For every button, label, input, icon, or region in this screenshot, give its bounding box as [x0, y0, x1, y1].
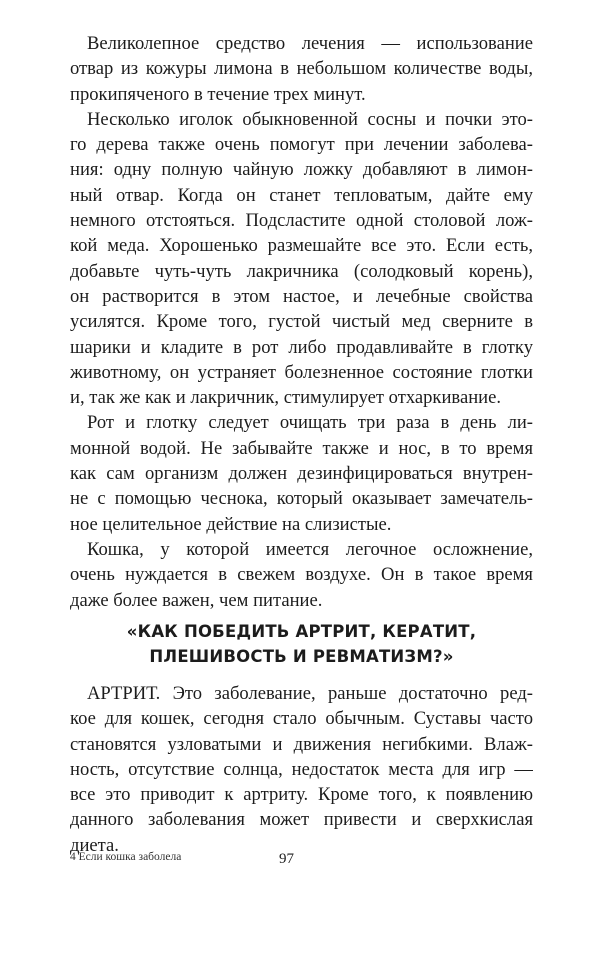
text-line: АРТРИТ. Это заболевание, раньше достаточно ред-	[87, 683, 533, 704]
text-line: немного отстояться. Подсластите одной столовой лож-	[70, 210, 533, 232]
text-line: усилятся. Кроме того, густой чистый мед сверните в	[70, 311, 533, 333]
text-line: кое для кошек, сегодня стало обычным. Суставы часто	[70, 708, 533, 730]
text-line: как сам организм должен дезинфицироваться внутрен-	[70, 463, 533, 485]
text-line: и, так же как и лакричник, стимулирует отхаркивание.	[70, 387, 502, 409]
text-line: даже более важен, чем питание.	[70, 589, 323, 611]
text-line: монной водой. Не забывайте также и нос, в то время	[70, 437, 533, 459]
body-text-section-1	[70, 31, 533, 613]
text-line: ность, отсутствие солнца, недостаток места для игр —	[70, 758, 533, 780]
text-line: ния: одну полную чайную ложку добавляют в лимон-	[70, 159, 533, 181]
text-line: животному, он устраняет болезненное состояние глотки	[70, 361, 533, 383]
section-heading	[70, 619, 533, 669]
heading-line: ПЛЕШИВОСТЬ И РЕВМАТИЗМ?»	[149, 647, 454, 666]
paragraph	[70, 537, 533, 613]
text-line: шарики и кладите в рот либо продавливайте в глотку	[70, 336, 533, 358]
paragraph	[70, 410, 533, 536]
text-line: очень нуждается в свежем воздухе. Он в такое время	[70, 564, 533, 586]
text-line: Кошка, у которой имеется легочное осложнение,	[87, 538, 533, 560]
text-line: кой меда. Хорошенько размешайте все это. Если есть,	[70, 235, 533, 257]
body-text-section-2	[70, 681, 533, 858]
text-line: го дерева также очень помогут при лечении заболева-	[70, 134, 533, 156]
paragraph	[70, 681, 533, 858]
text-line: Рот и глотку следует очищать три раза в день ли-	[87, 412, 533, 434]
text-line: не с помощью чеснока, который оказывает замечатель-	[70, 488, 533, 510]
paragraph	[70, 31, 533, 107]
text-line: добавьте чуть-чуть лакричника (солодковый корень),	[70, 260, 533, 282]
text-line: все это приводит к артриту. Кроме того, к появлению	[70, 784, 533, 806]
printer-signature-mark: 4 Если кошка заболела	[70, 851, 182, 863]
text-line: Великолепное средство лечения — использование	[87, 33, 533, 54]
page-number: 97	[279, 851, 294, 867]
text-line: прокипяченого в течение трех минут.	[70, 83, 366, 105]
text-line: диета.	[70, 834, 119, 856]
text-line: отвар из кожуры лимона в небольшом количестве воды,	[70, 58, 533, 80]
heading-line: «КАК ПОБЕДИТЬ АРТРИТ, КЕРАТИТ,	[126, 622, 477, 641]
text-line: становятся узловатыми и движения негибкими. Влаж-	[70, 733, 533, 755]
text-line: Несколько иголок обыкновенной сосны и почки это-	[87, 108, 533, 130]
text-line: данного заболевания может привести и сверхкислая	[70, 809, 533, 831]
text-line: ное целительное действие на слизистые.	[70, 513, 392, 535]
text-line: он растворится в этом настое, и лечебные свойства	[70, 285, 533, 307]
paragraph	[70, 107, 533, 411]
text-line: ный отвар. Когда он станет тепловатым, дайте ему	[70, 184, 533, 206]
